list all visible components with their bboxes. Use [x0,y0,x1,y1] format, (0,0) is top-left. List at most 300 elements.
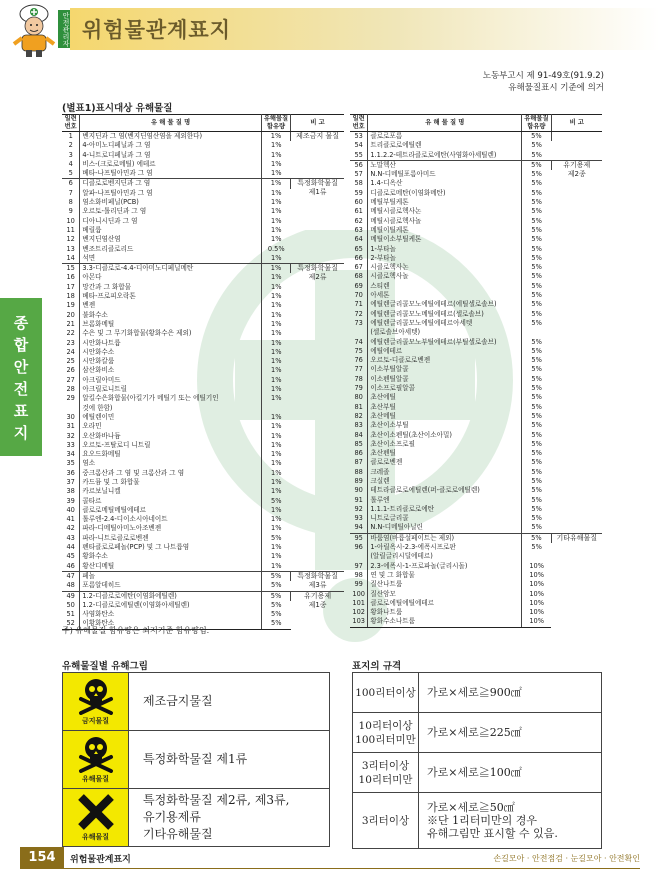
substance-name: 포름알데히드 [80,581,261,591]
content-percent: 5% [531,523,542,532]
row-number: 102 [350,608,368,617]
row-number: 48 [62,581,80,591]
substance-name: 톨루엔-2.4-디이소시아네이트 [80,515,261,524]
substance-name: 망간과 그 화합물 [80,283,261,292]
substance-name: 오르토-디클로로벤젠 [368,356,522,365]
substance-name: 시안화수소 [80,348,261,357]
row-number: 89 [350,477,368,486]
substance-name: 오르토-프탈로디 니트릴 [80,441,261,450]
category-note: 기타유해물질 [551,533,602,627]
row-number: 32 [62,432,80,441]
substance-name: 에틸에테르 [368,347,522,356]
row-number: 82 [350,412,368,421]
substance-name: 오르토-톨리딘과 그 염 [80,207,261,216]
substance-name: 트리클로로에틸렌 [368,141,522,150]
content-percent: 5% [531,504,542,513]
content-percent: 1% [271,450,282,459]
row-number: 76 [350,356,368,365]
substance-name: 베타-나프틸아민과 그 염 [80,169,261,179]
row-number [350,328,368,337]
hazard-picture-row [63,789,330,847]
substance-name: 톨루엔 [368,496,522,505]
content-percent: 1% [271,141,282,150]
substance-name: 삼산화비소 [80,366,261,375]
row-number: 83 [350,421,368,430]
category-note [551,132,602,161]
substance-name: 메틸이소부틸케톤 [368,235,522,244]
content-percent: 1% [271,366,282,375]
substance-name: 페놀 [80,571,261,581]
substance-name: 에틸렌글리콜모노메틸에테르(셀로솔브) [368,310,522,319]
content-percent: 10% [529,561,544,570]
substance-name: 크실렌 [368,477,522,486]
substance-name: 시클로헥사논 [368,263,522,272]
content-percent: 5% [261,591,290,601]
substance-name: 벤젠 [80,301,261,310]
label-dimension: 가로×세로≧900㎠ [419,673,602,713]
header-no: 일련 번호 [62,115,80,132]
row-number: 71 [350,300,368,309]
content-percent: 5% [531,253,542,262]
row-number: 73 [350,319,368,328]
row-number: 64 [350,235,368,244]
substance-name: 초산이소부틸 [368,421,522,430]
row-number: 5 [62,169,80,179]
substance-name: 1-아릴옥시-2.3-에폭시프로판 [368,543,522,552]
content-percent: 5% [271,496,282,505]
substance-name: 시클로헥사놀 [368,272,522,281]
substance-name: 카드뮴 및 그 화합물 [80,478,261,487]
footer-slogan: 손길모아 · 안전점검 · 눈길모아 · 안전확인 [493,854,640,863]
substance-name: 에틸렌글리콜모노에틸에테르아세텟 [368,319,522,328]
table-title: (별표1)표시대상 유해물질 [62,103,173,114]
substance-name: 염소화비페닐(PCB) [80,198,261,207]
row-number: 72 [350,310,368,319]
content-percent: 1% [271,347,282,356]
substance-name: 니트로글리콜 [368,514,522,523]
substance-name: 수은 및 그 무기화합물(황화수은 제외) [80,329,261,338]
header-name: 유 해 물 질 명 [80,115,261,132]
substance-name: 메틸부틸케톤 [368,198,522,207]
content-percent: 5% [531,486,542,495]
row-number: 38 [62,487,80,496]
content-percent: 1% [271,150,282,159]
content-percent: 1% [271,310,282,319]
row-number: 2 [62,141,80,150]
content-percent: 5% [531,337,542,346]
header-pct: 유해물질 함유량 [261,115,290,132]
content-percent: 5% [531,198,542,207]
notice-line-2: 유해물질표시 기준에 의거 [508,83,604,93]
substance-name: N.N-디메틸포름아미드 [368,170,522,179]
substance-name: 아몬다 [80,273,261,282]
content-percent: 1% [271,225,282,234]
row-number: 45 [62,552,80,561]
content-percent: 1% [271,329,282,338]
row-number: 3 [62,151,80,160]
content-percent: 5% [531,495,542,504]
header-no: 일련 번호 [350,115,368,132]
label-size-table [352,672,602,849]
row-number: 66 [350,254,368,263]
content-percent: 1% [271,487,282,496]
substance-name: 클로로포름 [368,132,522,142]
row-number: 101 [350,599,368,608]
substance-name: 에틸렌글리콜모노부틸에테르(부틸셀로솔브) [368,338,522,347]
substance-name: 황산디메틸 [80,562,261,572]
content-percent: 5% [531,467,542,476]
content-percent: 5% [531,514,542,523]
row-number: 53 [350,132,368,142]
content-percent: 5% [531,179,542,188]
content-percent: 1% [271,394,282,403]
substance-name: N.N-디메틸아닐린 [368,523,522,533]
row-number: 44 [62,543,80,552]
size-row [353,673,602,713]
content-percent: 1% [261,179,290,189]
substance-name: 알파-나프틸아민과 그 염 [80,189,261,198]
sizes-title: 표지의 규격 [352,661,402,672]
substance-name: 2-부타놀 [368,254,522,263]
row-number: 86 [350,449,368,458]
content-percent: 5% [522,132,551,142]
substance-name: 황화수소나트륨 [368,617,522,627]
size-row [353,713,602,753]
content-percent: 5% [531,207,542,216]
content-percent: 1% [271,207,282,216]
content-percent: 1% [271,477,282,486]
substance-name: 클로로벤젠 [368,458,522,467]
row-number: 58 [350,179,368,188]
substance-name: 벤지딘과 그 염(벤지딘염산염을 제외한다) [80,132,261,142]
row-number: 100 [350,590,368,599]
content-percent: 5% [531,150,542,159]
side-tab [0,298,42,456]
category-note: 특정화학물질 제3류 [291,571,344,591]
row-number: 11 [62,226,80,235]
row-number: 95 [350,533,368,543]
header-note: 비 고 [551,115,602,132]
substance-name: 바륨염(바륨설페이트는 제외) [368,533,522,543]
table-row [62,132,344,142]
row-number: 62 [350,217,368,226]
row-number: 31 [62,422,80,431]
row-number: 67 [350,263,368,272]
row-number: 55 [350,151,368,161]
notice-line-1: 노동부고시 제 91-49호(91.9.2) [482,71,604,81]
substance-name: 베릴륨 [80,226,261,235]
page-title: 위험물관계표지 [82,18,232,42]
label-dimension: 가로×세로≧100㎠ [419,753,602,793]
row-number: 28 [62,385,80,394]
hazard-picture-row [63,673,330,731]
substance-name: (알릴글리시딜에테르) [368,552,522,561]
substance-name: 노말헥산 [368,160,522,170]
content-percent: 1% [271,216,282,225]
content-percent: 5% [531,411,542,420]
page-header [0,0,660,60]
substance-name: 파라-디메틸아미노아조벤젠 [80,524,261,533]
content-percent: 5% [531,188,542,197]
substance-name: 클로로에틸에틸에테르 [368,599,522,608]
row-number: 98 [350,571,368,580]
content-percent: 5% [531,384,542,393]
table-header-row [62,115,344,132]
category-note: 유기용제 제2종 [551,160,602,533]
substance-name: 초산펜틸 [368,449,522,458]
row-number: 7 [62,189,80,198]
table-row [62,591,344,601]
content-percent: 1% [271,375,282,384]
hazard-description: 특정화학물질 제1류 [129,731,330,789]
content-percent: 5% [531,374,542,383]
row-number: 68 [350,272,368,281]
substance-name: 것에 한함) [80,404,261,413]
table-row [62,571,344,581]
row-number: 85 [350,440,368,449]
row-number: 13 [62,245,80,254]
content-percent: 5% [531,281,542,290]
row-number: 40 [62,506,80,515]
row-number: 81 [350,403,368,412]
content-percent: 1% [271,515,282,524]
substance-name: 비스-(크로로메틸) 에테르 [80,160,261,169]
row-number: 78 [350,375,368,384]
row-number: 9 [62,207,80,216]
row-number: 49 [62,591,80,601]
substance-name: 황화수소 [80,552,261,561]
substance-name: 메틸시클로헥사놀 [368,217,522,226]
substance-name: 아크릴아미드 [80,376,261,385]
substance-name: 초산이소프로필 [368,440,522,449]
content-percent: 5% [522,533,551,543]
content-percent: 5% [531,272,542,281]
row-number: 51 [62,610,80,619]
content-percent: 5% [531,476,542,485]
content-percent: 1% [261,264,290,274]
substance-name: 메틸시클로헥사논 [368,207,522,216]
substance-name: 질산나트륨 [368,580,522,589]
substance-name: 오라민 [80,422,261,431]
substance-name: 크레졸 [368,468,522,477]
content-percent: 5% [531,244,542,253]
row-number: 74 [350,338,368,347]
content-percent: 5% [261,571,290,581]
substance-name: 에틸렌이민 [80,413,261,422]
substance-name: 콜타르 [80,497,261,506]
content-percent: 1% [271,159,282,168]
substance-name: 베타-프로피오락톤 [80,292,261,301]
row-number: 8 [62,198,80,207]
substance-name: 중크롬산과 그 염 및 크롬산과 그 염 [80,469,261,478]
row-number: 77 [350,365,368,374]
content-percent: 5% [531,300,542,309]
row-number: 63 [350,226,368,235]
row-number: 26 [62,366,80,375]
substance-name: 1.1.2.2-테트라클로로에탄(사염화아세틸렌) [368,151,522,161]
row-number: 94 [350,523,368,533]
content-percent: 5% [531,393,542,402]
content-percent: 1% [271,385,282,394]
content-percent: 5% [531,458,542,467]
hazard-description: 특정화학물질 제2류, 제3류, 유기용제류 기타유해물질 [129,789,330,847]
row-number: 33 [62,441,80,450]
content-percent [522,328,551,337]
substance-name: 염소 [80,459,261,468]
row-number: 59 [350,189,368,198]
content-percent: 1% [271,301,282,310]
substance-table-right [350,114,602,628]
substance-name: 시안화나트륨 [80,339,261,348]
row-number: 52 [62,619,80,629]
substance-name: 디아니시딘과 그 염 [80,217,261,226]
substance-name: 연 및 그 화합물 [368,571,522,580]
row-number: 6 [62,179,80,189]
row-number: 42 [62,524,80,533]
substance-name: 초산에틸 [368,393,522,402]
substance-name: 디클로로벤지딘과 그 염 [80,179,261,189]
content-percent: 10% [529,570,544,579]
hazard-picture-row [63,731,330,789]
row-number: 20 [62,311,80,320]
symbol-label: 유해물질 [81,775,110,783]
row-number: 39 [62,497,80,506]
skull-crossbones-icon [63,731,129,789]
symbol-label: 금지물질 [81,717,110,725]
substance-name: (셀로솔브아세텟) [368,328,522,337]
content-percent: 5% [271,533,282,542]
row-number: 96 [350,543,368,552]
content-percent: 5% [531,170,542,179]
row-number: 46 [62,562,80,572]
row-number: 12 [62,235,80,244]
substance-name: 초산메틸 [368,412,522,421]
side-tab-label: 종 합 안 전 표 지 [13,314,29,442]
content-percent: 5% [531,318,542,327]
content-percent: 5% [531,263,542,272]
row-number: 75 [350,347,368,356]
safety-mascot-icon [8,2,60,58]
content-percent: 5% [531,449,542,458]
row-number: 103 [350,617,368,627]
content-percent: 1% [271,282,282,291]
table-row [62,179,344,189]
content-percent: 5% [531,346,542,355]
row-number: 97 [350,562,368,571]
size-row [353,753,602,793]
row-number: 79 [350,384,368,393]
content-percent: 10% [522,617,551,627]
substance-name: 디클로로메탄(이염화메탄) [368,189,522,198]
substance-name: 에틸렌글리콜모노에틸에테르(에틸셀로솔브) [368,300,522,309]
category-note: 특정화학물질 제2류 [291,264,344,572]
row-number: 23 [62,339,80,348]
row-number: 14 [62,254,80,264]
substance-name: 아세톤 [368,291,522,300]
substance-name: 벤조트리클로리드 [80,245,261,254]
substance-name: 오산화바나듐 [80,432,261,441]
substance-name: 파라-니트로클로로벤젠 [80,534,261,543]
table-row [350,132,602,142]
page-number: 154 [20,847,64,869]
notice [483,70,604,94]
content-percent: 5% [271,610,282,619]
row-number: 27 [62,376,80,385]
content-percent: 1% [271,319,282,328]
row-number: 80 [350,393,368,402]
row-number [350,552,368,561]
substance-name: 4-아미노디페닐과 그 염 [80,141,261,150]
content-percent: 1% [271,543,282,552]
content-percent: 5% [271,581,282,590]
size-row [353,793,602,849]
table-header-row [350,115,602,132]
row-number: 25 [62,357,80,366]
content-percent: 1% [271,273,282,282]
content-percent: 10% [529,580,544,589]
footer-divider [64,868,640,869]
row-number: 41 [62,515,80,524]
substance-name: 브롬화메틸 [80,320,261,329]
content-percent: 5% [531,291,542,300]
substance-name: 3.3-디클로로-4.4-디아미노디페닐메탄 [80,264,261,274]
table-row [350,533,602,543]
content-percent: 10% [529,608,544,617]
row-number: 35 [62,459,80,468]
substance-name: 스티렌 [368,282,522,291]
category-note: 유기용제 제1종 [291,591,344,629]
row-number: 91 [350,496,368,505]
hazard-pictures-table [62,672,330,847]
substance-name: 1-부타놀 [368,245,522,254]
content-percent: 10% [529,589,544,598]
content-percent: 5% [531,365,542,374]
content-percent: 0.5% [267,244,285,253]
row-number: 92 [350,505,368,514]
content-percent: 1% [271,505,282,514]
header-name: 유 해 물 질 명 [368,115,522,132]
substance-name: 이황화탄소 [80,619,261,629]
content-percent: 1% [271,292,282,301]
content-percent: 5% [522,160,551,170]
vertical-label: 안전관리자 [58,10,70,48]
row-number: 37 [62,478,80,487]
content-percent: 1% [271,188,282,197]
row-number: 56 [350,160,368,170]
content-percent: 5% [531,402,542,411]
substance-name: 1.2-디클로로에탄(이염화에틸렌) [80,591,261,601]
substance-name: 알킬수은화합물(아킬기가 메틸기 또는 에틸기인 [80,394,261,403]
category-note: 특정화학물질 제1류 [291,179,344,264]
volume-range: 3리터이상 [353,793,419,849]
substance-name: 이소부틸알콜 [368,365,522,374]
substance-name: 석면 [80,254,261,264]
content-percent: 5% [531,430,542,439]
substance-name: 초산이소펜틸(초산이소아밀) [368,431,522,440]
row-number: 34 [62,450,80,459]
row-number: 22 [62,329,80,338]
row-number: 65 [350,245,368,254]
row-number: 29 [62,394,80,403]
substance-name: 사염화탄소 [80,610,261,619]
row-number: 99 [350,580,368,589]
content-percent: 5% [531,543,542,552]
content-percent: 1% [271,357,282,366]
content-percent: 5% [261,619,290,629]
skull-crossbones-icon [63,673,129,731]
footnote: 주) 유해물질 함유량은 최저기준 함유량임. [62,626,210,635]
row-number: 60 [350,198,368,207]
